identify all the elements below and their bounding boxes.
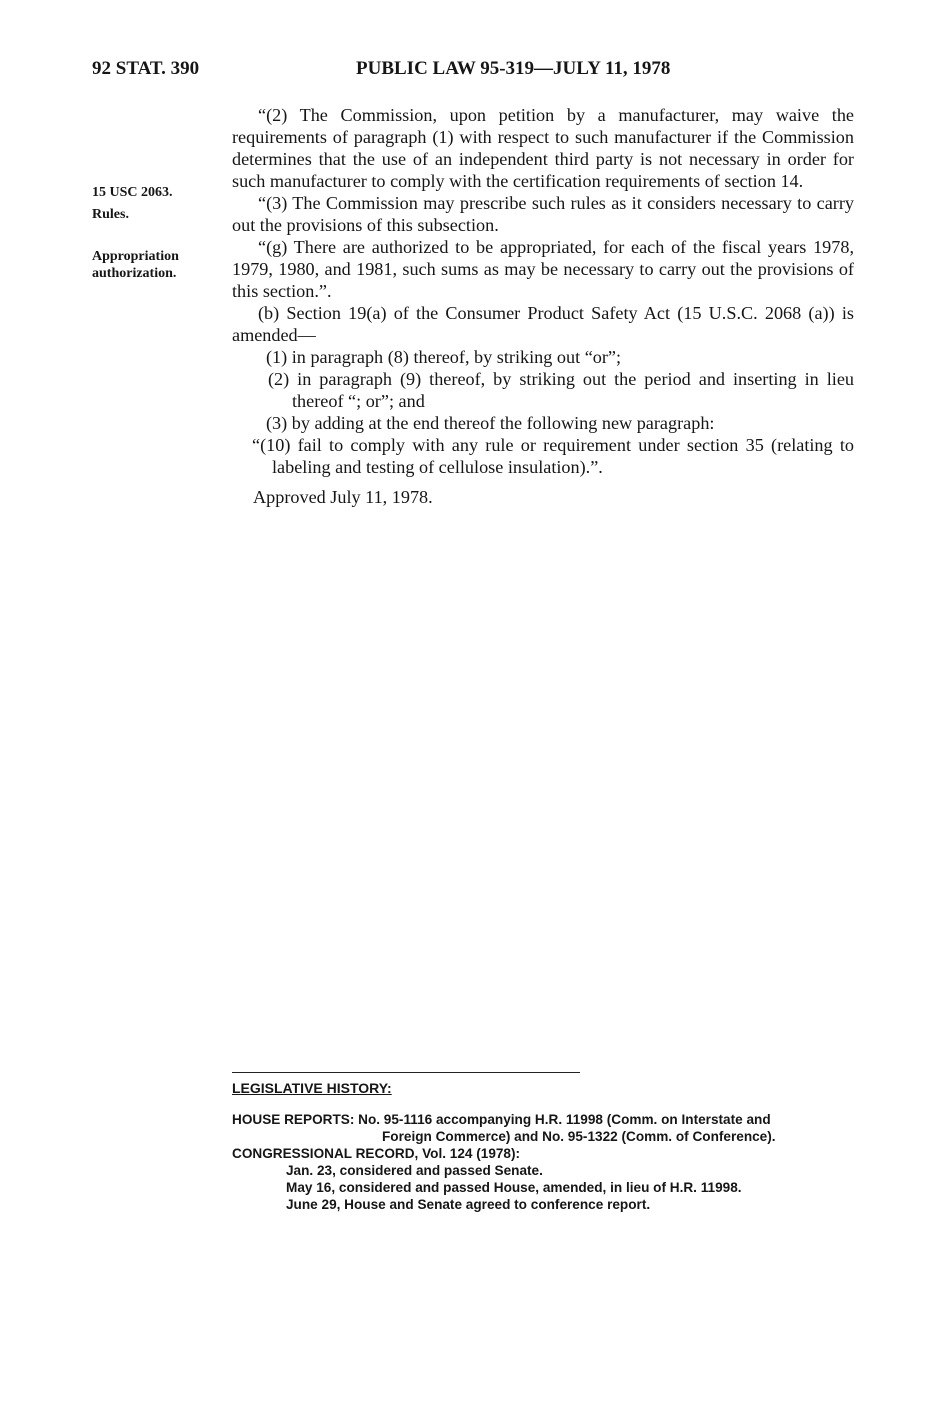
record-entry: June 29, House and Senate agreed to conference report.: [286, 1197, 651, 1212]
show-through-background: [240, 520, 852, 1080]
congressional-record-line: CONGRESSIONAL RECORD, Vol. 124 (1978):: [232, 1146, 521, 1161]
margin-note-authorization: authorization.: [92, 266, 177, 281]
legislative-history-title: LEGISLATIVE HISTORY:: [232, 1080, 392, 1096]
stat-page-number: 92 STAT. 390: [92, 58, 200, 79]
paragraph-3: “(3) The Commission may prescribe such rules as it considers necessary to carry out the provisions of this subsection.: [232, 193, 854, 235]
page-header: [92, 58, 852, 88]
approval-date: Approved July 11, 1978.: [253, 487, 433, 507]
paragraph-g: “(g) There are authorized to be appropriated, for each of the fiscal years 1978, 1979, 1980, and 1981, such sums as may be necessary to carry out the provisions of this section.”.: [232, 237, 854, 301]
public-law-title: PUBLIC LAW 95-319—JULY 11, 1978: [356, 58, 671, 79]
paragraph-b: (b) Section 19(a) of the Consumer Product Safety Act (15 U.S.C. 2068 (a)) is amended—: [232, 303, 854, 345]
record-entry: Jan. 23, considered and passed Senate.: [286, 1163, 543, 1178]
body-text: [232, 104, 854, 478]
amendment-item-2: (2) in paragraph (9) thereof, by striking out the period and inserting in lieu thereof “; or”; and: [268, 369, 854, 411]
house-reports-line-1: HOUSE REPORTS: No. 95-1116 accompanying H.R. 11998 (Comm. on Interstate and: [232, 1112, 771, 1127]
amendment-item-3: (3) by adding at the end thereof the following new paragraph:: [266, 413, 715, 433]
record-entry: May 16, considered and passed House, amended, in lieu of H.R. 11998.: [286, 1180, 742, 1195]
margin-note-appropriation: Appropriation: [92, 249, 179, 264]
paragraph-2: “(2) The Commission, upon petition by a manufacturer, may waive the requirements of paragraph (1) with respect to such manufacturer if the Commission determines that the use of an independent third party is not necessary in order for such manufacturer to comply with the certification requirements of section 14.: [232, 105, 854, 191]
amendment-item-1: (1) in paragraph (8) thereof, by striking out “or”;: [266, 347, 622, 367]
margin-note-usc: 15 USC 2063.: [92, 185, 173, 200]
divider-rule: [232, 1072, 580, 1073]
margin-note-rules: Rules.: [92, 207, 129, 222]
amendment-item-10: “(10) fail to comply with any rule or requirement under section 35 (relating to labeling and testing of cellulose insulation).”.: [252, 435, 854, 477]
house-reports-line-2: Foreign Commerce) and No. 95-1322 (Comm. of Conference).: [382, 1129, 776, 1144]
legislative-history: [232, 1080, 862, 1213]
